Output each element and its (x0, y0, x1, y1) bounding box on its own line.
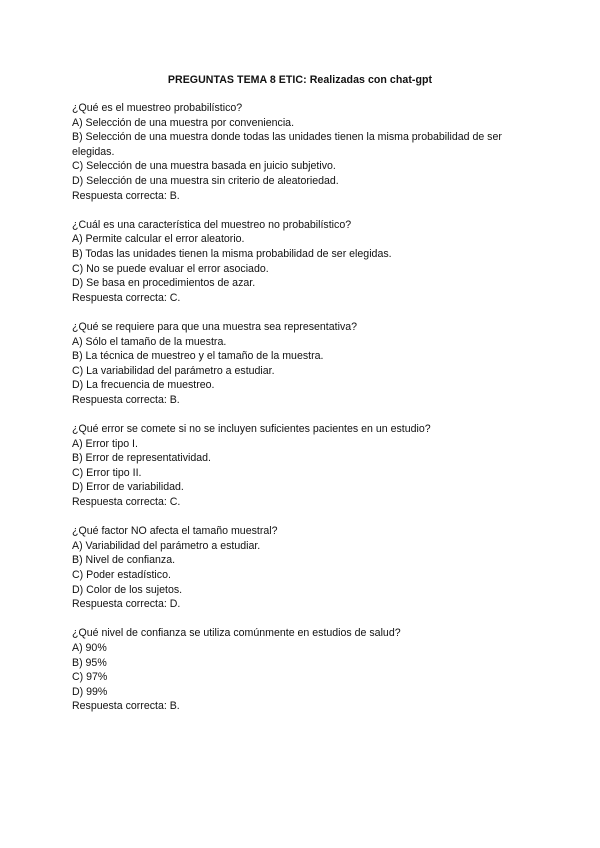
option-a: A) Selección de una muestra por conveniencia. (72, 116, 295, 129)
question-text: ¿Qué es el muestreo probabilístico? (72, 102, 243, 114)
correct-answer: Respuesta correcta: C. (72, 496, 181, 509)
option-a: A) Permite calcular el error aleatorio. (72, 233, 245, 246)
option-d: D) 99% (72, 685, 108, 698)
correct-answer: Respuesta correcta: B. (72, 189, 180, 202)
option-d: D) Se basa en procedimientos de azar. (72, 277, 256, 290)
option-b: B) Selección de una muestra donde todas las unidades tienen la misma probabilidad de ser elegidas. (72, 131, 502, 158)
option-b: B) Todas las unidades tienen la misma probabilidad de ser elegidas. (72, 247, 392, 260)
option-d: D) Color de los sujetos. (72, 583, 183, 596)
option-d: D) Error de variabilidad. (72, 481, 184, 494)
option-c: C) Poder estadístico. (72, 569, 171, 581)
document-title: PREGUNTAS TEMA 8 ETIC: Realizadas con chat-gpt (167, 74, 433, 86)
question-text: ¿Qué se requiere para que una muestra sea representativa? (72, 320, 358, 333)
correct-answer: Respuesta correcta: B. (72, 700, 180, 713)
question-text: ¿Qué nivel de confianza se utiliza comúnmente en estudios de salud? (72, 627, 401, 640)
question-list (72, 101, 532, 729)
question-block-6 (72, 626, 532, 714)
question-block-4 (72, 422, 532, 510)
question-block-1 (72, 101, 532, 203)
question-text: ¿Qué factor NO afecta el tamaño muestral? (72, 525, 278, 538)
question-block-5 (72, 524, 532, 612)
option-b: B) 95% (72, 656, 107, 669)
option-a: A) Variabilidad del parámetro a estudiar. (72, 539, 261, 552)
option-b: B) Nivel de confianza. (72, 554, 176, 567)
question-text: ¿Cuál es una característica del muestreo no probabilístico? (72, 218, 352, 231)
option-b: B) La técnica de muestreo y el tamaño de la muestra. (72, 350, 324, 363)
option-a: A) 90% (72, 641, 107, 654)
question-block-2 (72, 218, 532, 306)
option-d: D) La frecuencia de muestreo. (72, 379, 215, 392)
correct-answer: Respuesta correcta: B. (72, 393, 180, 406)
option-a: A) Sólo el tamaño de la muestra. (72, 335, 227, 348)
correct-answer: Respuesta correcta: C. (72, 291, 181, 304)
option-c: C) La variabilidad del parámetro a estudiar. (72, 364, 275, 377)
question-text: ¿Qué error se comete si no se incluyen suficientes pacientes en un estudio? (72, 423, 431, 436)
option-d: D) Selección de una muestra sin criterio de aleatoriedad. (72, 174, 339, 187)
option-a: A) Error tipo I. (72, 437, 138, 450)
option-b: B) Error de representatividad. (72, 452, 211, 465)
question-block-3 (72, 320, 532, 408)
option-c: C) No se puede evaluar el error asociado. (72, 262, 269, 275)
correct-answer: Respuesta correcta: D. (72, 598, 181, 611)
option-c: C) Selección de una muestra basada en juicio subjetivo. (72, 160, 336, 173)
option-c: C) 97% (72, 671, 108, 684)
option-c: C) Error tipo II. (72, 466, 142, 479)
